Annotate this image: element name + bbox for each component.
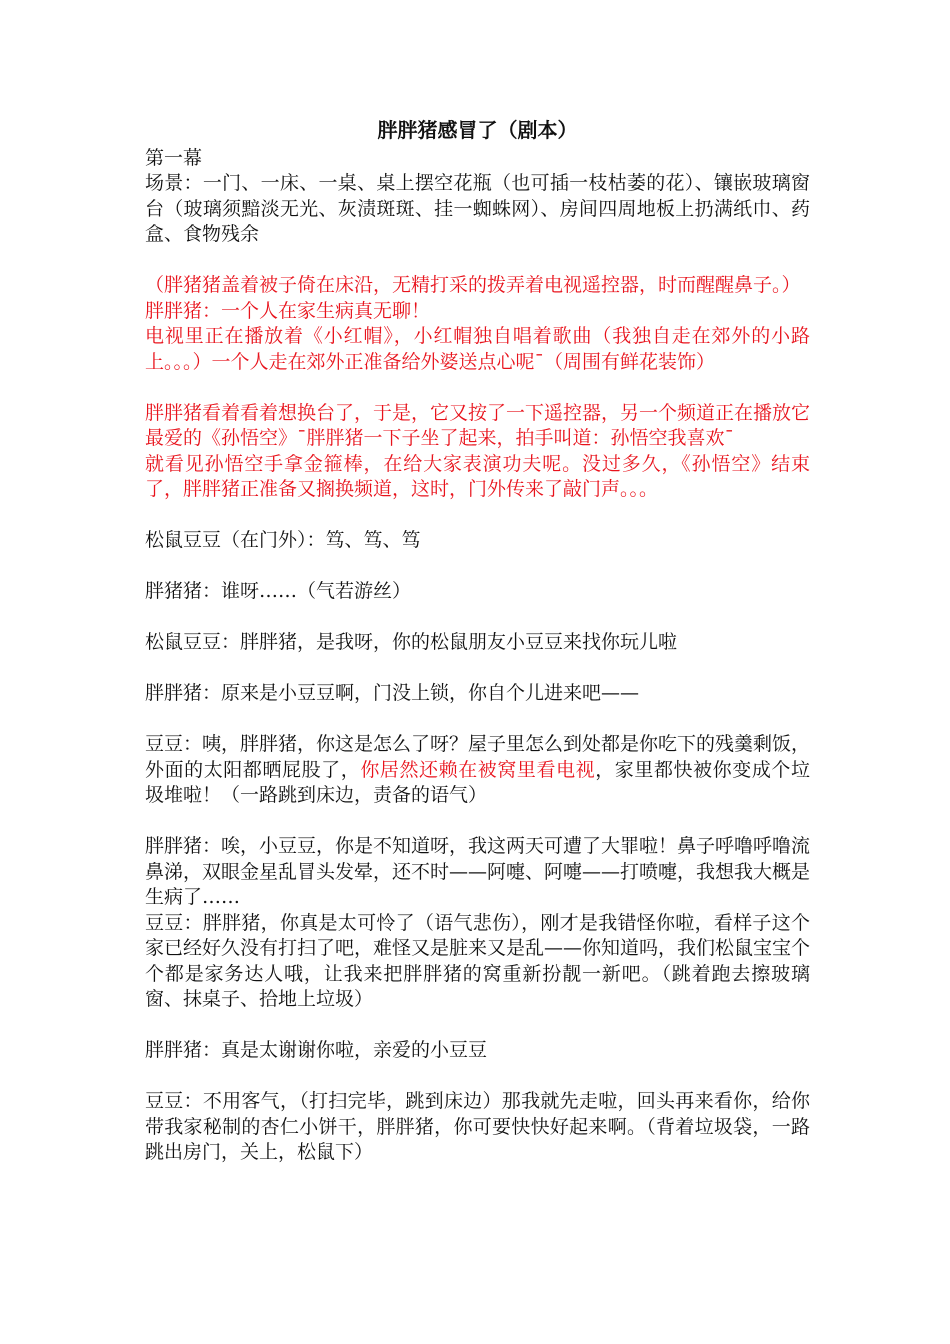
dialogue-line [145,732,810,809]
dialogue-line: 豆豆：胖胖猪，你真是太可怜了（语气悲伤），刚才是我错怪你啦，看样子这个家已经好久没有打扫了吧，难怪又是脏来又是乱——你知道吗，我们松鼠宝宝个个都是家务达人哦，让我来把胖胖猪的窝重新扮靓一新吧。（跳着跑去擦玻璃窗、抹桌子、拾地上垃圾） [145,911,811,1010]
narration: 就看见孙悟空手拿金箍棒，在给大家表演功夫呢。没过多久，《孙悟空》结束了，胖胖猪正准备又搁换频道，这时，门外传来了敲门声。。。 [145,452,810,500]
scene-description: 场景：一门、一床、一桌、桌上摆空花瓶（也可插一枝枯萎的花）、镶嵌玻璃窗台（玻璃须黯淡无光、灰渍斑斑、挂一蜘蛛网）、房间四周地板上扔满纸巾、药盒、食物残余 [145,172,810,245]
dialogue-line: 胖胖猪：一个人在家生病真无聊！ [145,299,431,322]
script-body [145,118,810,1166]
stage-direction: （胖猪猪盖着被子倚在床沿，无精打采的拨弄着电视遥控器，时而醒醒鼻子。） [145,274,801,296]
spacer [145,707,810,733]
dialogue-line: 松鼠豆豆：胖胖猪，是我呀，你的松鼠朋友小豆豆来找你玩儿啦 [145,631,678,653]
spacer [145,605,810,631]
dialogue-line: 豆豆：不用客气，（打扫完毕，跳到床边）那我就先走啦，回头再来看你，给你带我家秘制的杏仁小饼干，胖胖猪，你可要快快好起来啊。（背着垃圾袋，一路跳出房门，关上，松鼠下） [145,1090,810,1163]
spacer [145,554,810,580]
dialogue-text: 豆豆：咦，胖胖猪，你这是怎么了呀？屋子里怎么到处都是你吃下的残羹剩饭，外面的太阳都晒屁股了， [145,733,811,781]
act-heading: 第一幕 [145,146,203,169]
narration: 胖胖猪看着看着想换台了，于是，它又按了一下遥控器，另一个频道正在播放它最爱的《孙悟空》ˉ胖胖猪一下子坐了起来，拍手叫道：孙悟空我喜欢ˉ [145,401,811,449]
dialogue-line: 松鼠豆豆（在门外）：笃、笃、笃 [145,529,421,551]
spacer [145,503,810,529]
highlighted-text: 你居然还赖在被窝里看电视 [360,758,596,781]
dialogue-line: 胖胖猪：唉，小豆豆，你是不知道呀，我这两天可遭了大罪啦！鼻子呼噜呼噜流鼻涕，双眼金星乱冒头发晕，还不时——阿嚏、阿嚏——打喷嚏，我想我大概是生病了…… [145,835,811,908]
dialogue-line: 胖猪猪：谁呀……（气若游丝） [145,580,412,602]
document-title: 胖胖猪感冒了（剧本） [377,118,578,142]
spacer [145,1013,810,1039]
spacer [145,656,810,682]
spacer [145,809,810,835]
spacer [145,1064,810,1090]
spacer [145,248,810,274]
dialogue-line: 胖胖猪：原来是小豆豆啊，门没上锁，你自个儿进来吧—— [145,682,640,704]
dialogue-text: ，家里都快被你变成个垃圾堆啦！（一路跳到床边，责备的语气） [145,758,810,806]
dialogue-line: 胖胖猪：真是太谢谢你啦，亲爱的小豆豆 [145,1039,488,1061]
narration: 电视里正在播放着《小红帽》，小红帽独自唱着歌曲（我独自走在郊外的小路上。。。）一个人走在郊外正准备给外婆送点心呢ˉ（周围有鲜花装饰） [145,325,810,373]
spacer [145,375,810,401]
